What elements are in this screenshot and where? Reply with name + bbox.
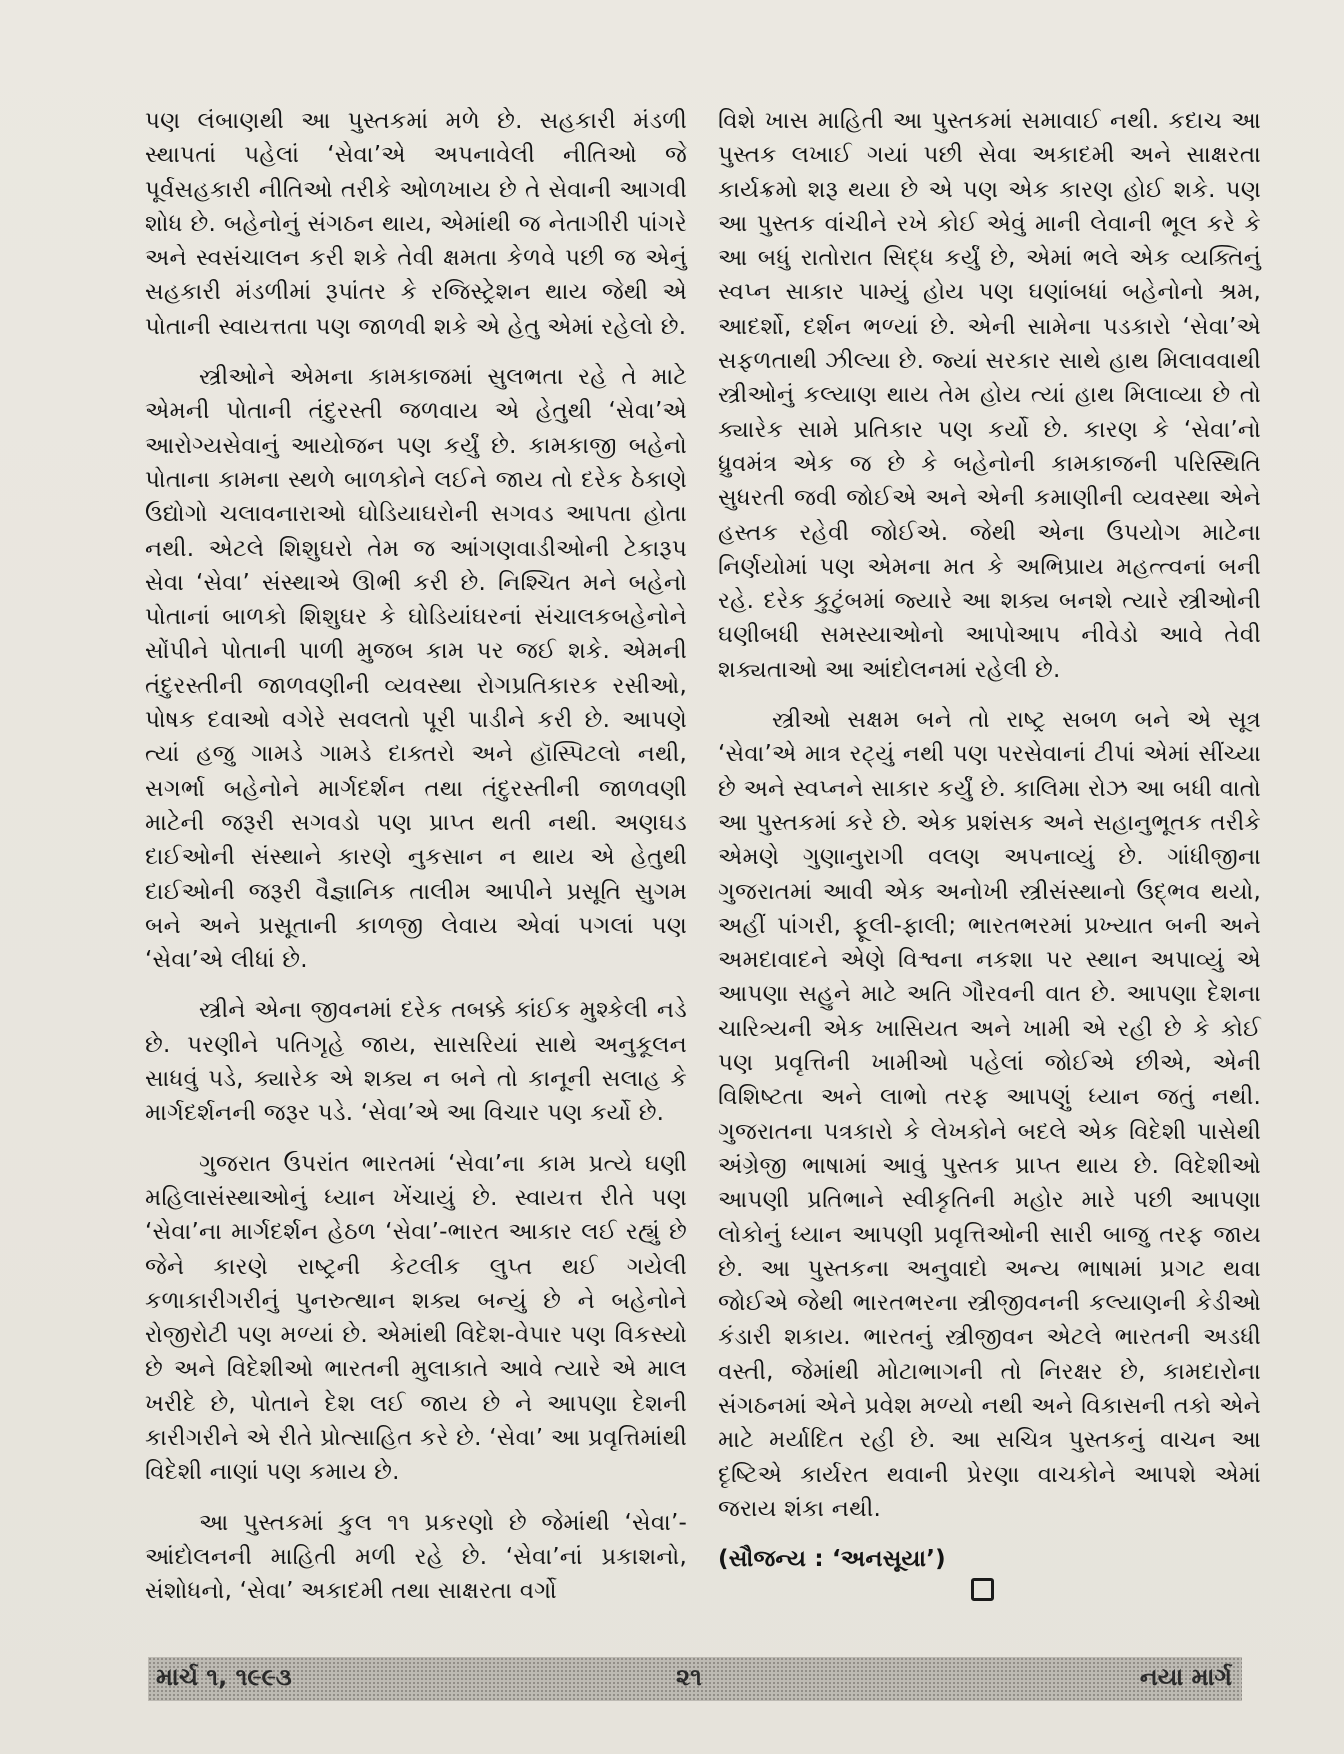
end-of-article-box-icon bbox=[971, 1578, 994, 1601]
paragraph: આ પુસ્તકમાં કુલ ૧૧ પ્રકરણો છે જેમાંથી ‘સેવા’-આંદોલનની માહિતી મળી રહે છે. ‘સેવા’નાં પ્રકાશનો, સંશોધનો, ‘સેવા’ અકાદમી તથા સાક્ષરતા વર્ગો bbox=[145, 1509, 687, 1605]
right-column bbox=[718, 104, 1261, 1592]
footer-date: માર્ચ ૧, ૧૯૯૩ bbox=[156, 1663, 292, 1691]
paragraph: વિશે ખાસ માહિતી આ પુસ્તકમાં સમાવાઈ નથી. કદાચ આ પુસ્તક લખાઈ ગયાં પછી સેવા અકાદમી અને સાક્ષરતા કાર્યક્રમો શરૂ થયા છે એ પણ એક કારણ હોઈ શકે. પણ આ પુસ્તક વાંચીને રખે કોઈ એવું માની લેવાની ભૂલ કરે કે આ બધું રાતોરાત સિદ્ધ કર્યું છે, એમાં ભલે એક વ્યક્તિનું સ્વપ્ન સાકાર પામ્યું હોય પણ ઘણાંબધાં બહેનોનો શ્રમ, આદર્શો, દર્શન ભળ્યાં છે. એની સામેના પડકારો ‘સેવા’એ સફળતાથી ઝીલ્યા છે. જ્યાં સરકાર સાથે હાથ મિલાવવાથી સ્ત્રીઓનું કલ્યાણ થાય તેમ હોય ત્યાં હાથ મિલાવ્યા છે તો ક્યારેક સામે પ્રતિકાર પણ કર્યો છે. કારણ કે ‘સેવા’નો ધ્રુવમંત્ર એક જ છે કે બહેનોની કામકાજની પરિસ્થિતિ સુધરતી જવી જોઈએ અને એની કમાણીની વ્યવસ્થા એને હસ્તક રહેવી જોઈએ. જેથી એના ઉપયોગ માટેના નિર્ણયોમાં પણ એમના મત કે અભિપ્રાય મહત્ત્વનાં બની રહે. દરેક કુટુંબમાં જ્યારે આ શક્ય બનશે ત્યારે સ્ત્રીઓની ઘણીબધી સમસ્યાઓનો આપોઆપ નીવેડો આવે તેવી શક્યતાઓ આ આંદોલનમાં રહેલી છે. bbox=[718, 108, 1261, 683]
paragraph: સ્ત્રીઓ સક્ષમ બને તો રાષ્ટ્ર સબળ બને એ સૂત્ર ‘સેવા’એ માત્ર રટ્યું નથી પણ પરસેવાનાં ટીપાં એમાં સીંચ્યા છે અને સ્વપ્નને સાકાર કર્યું છે. કાલિમા રોઝ આ બધી વાતો આ પુસ્તકમાં કરે છે. એક પ્રશંસક અને સહાનુભૂતક તરીકે એમણે ગુણાનુરાગી વલણ અપનાવ્યું છે. ગાંધીજીના ગુજરાતમાં આવી એક અનોખી સ્ત્રીસંસ્થાનો ઉદ્ભવ થયો, અહીં પાંગરી, ફૂલી-ફાલી; ભારતભરમાં પ્રખ્યાત બની અને અમદાવાદને એણે વિશ્વના નકશા પર સ્થાન અપાવ્યું એ આપણા સહુને માટે અતિ ગૌરવની વાત છે. આપણા દેશના ચારિત્ર્યની એક ખાસિયત અને ખામી એ રહી છે કે કોઈ પણ પ્રવૃત્તિની ખામીઓ પહેલાં જોઈએ છીએ, એની વિશિષ્ટતા અને લાભો તરફ આપણું ધ્યાન જતું નથી. ગુજરાતના પત્રકારો કે લેખકોને બદલે એક વિદેશી પાસેથી અંગ્રેજી ભાષામાં આવું પુસ્તક પ્રાપ્ત થાય છે. વિદેશીઓ આપણી પ્રતિભાને સ્વીકૃતિની મહોર મારે પછી આપણા લોકોનું ધ્યાન આપણી પ્રવૃત્તિઓની સારી બાજુ તરફ જાય છે. આ પુસ્તકના અનુવાદો અન્ય ભાષામાં પ્રગટ થવા જોઈએ જેથી ભારતભરના સ્ત્રીજીવનની કલ્યાણની કેડીઓ કંડારી શકાય. ભારતનું સ્ત્રીજીવન એટલે ભારતની અડધી વસ્તી, જેમાંથી મોટાભાગની તો નિરક્ષર છે, કામદારોના સંગઠનમાં એને પ્રવેશ મળ્યો નથી અને વિકાસની તકો એને માટે મર્યાદિત રહી છે. આ સચિત્ર પુસ્તકનું વાચન આ દૃષ્ટિએ કાર્યરત થવાની પ્રેરણા વાચકોને આપશે એમાં જરાય શંકા નથી. bbox=[718, 707, 1261, 1522]
page-footer bbox=[148, 1657, 1242, 1701]
paragraph: સ્ત્રીને એના જીવનમાં દરેક તબક્કે કાંઈક મુશ્કેલી નડે છે. પરણીને પતિગૃહે જાય, સાસરિયાં સાથે અનુકૂલન સાધવું પડે, ક્યારેક એ શક્ય ન બને તો કાનૂની સલાહ કે માર્ગદર્શનની જરૂર પડે. ‘સેવા’એ આ વિચાર પણ કર્યો છે. bbox=[145, 997, 687, 1127]
paragraph: સ્ત્રીઓને એમના કામકાજમાં સુલભતા રહે તે માટે એમની પોતાની તંદુરસ્તી જળવાય એ હેતુથી ‘સેવા’એ આરોગ્યસેવાનું આયોજન પણ કર્યું છે. કામકાજી બહેનો પોતાના કામના સ્થળે બાળકોને લઈને જાય તો દરેક ઠેકાણે ઉદ્યોગો ચલાવનારાઓ ઘોડિયાઘરોની સગવડ આપતા હોતા નથી. એટલે શિશુઘરો તેમ જ આંગણવાડીઓની ટેકારૂપ સેવા ‘સેવા’ સંસ્થાએ ઊભી કરી છે. નિશ્ચિત મને બહેનો પોતાનાં બાળકો શિશુઘર કે ઘોડિયાંઘરનાં સંચાલકબહેનોને સોંપીને પોતાની પાળી મુજબ કામ પર જઈ શકે. એમની તંદુરસ્તીની જાળવણીની વ્યવસ્થા રોગપ્રતિકારક રસીઓ, પોષક દવાઓ વગેરે સવલતો પૂરી પાડીને કરી છે. આપણે ત્યાં હજુ ગામડે ગામડે દાક્તરો અને હૉસ્પિટલો નથી, સગર્ભા બહેનોને માર્ગદર્શન તથા તંદુરસ્તીની જાળવણી માટેની જરૂરી સગવડો પણ પ્રાપ્ત થતી નથી. અણઘડ દાઈઓની સંસ્થાને કારણે નુકસાન ન થાય એ હેતુથી દાઈઓની જરૂરી વૈજ્ઞાનિક તાલીમ આપીને પ્રસૂતિ સુગમ બને અને પ્રસૂતાની કાળજી લેવાય એવાં પગલાં પણ ‘સેવા’એ લીધાં છે. bbox=[145, 364, 687, 974]
footer-page-number: ૨૧ bbox=[676, 1663, 702, 1691]
paragraph: પણ લંબાણથી આ પુસ્તકમાં મળે છે. સહકારી મંડળી સ્થાપતાં પહેલાં ‘સેવા’એ અપનાવેલી નીતિઓ જે પૂર્વસહકારી નીતિઓ તરીકે ઓળખાય છે તે સેવાની આગવી શોધ છે. બહેનોનું સંગઠન થાય, એમાંથી જ નેતાગીરી પાંગરે અને સ્વસંચાલન કરી શકે તેવી ક્ષમતા કેળવે પછી જ એનું સહકારી મંડળીમાં રૂપાંતર કે રજિસ્ટ્રેશન થાય જેથી એ પોતાની સ્વાયત્તતા પણ જાળવી શકે એ હેતુ એમાં રહેલો છે. bbox=[145, 108, 687, 340]
footer-magazine-title: નયા માર્ગ bbox=[1139, 1663, 1232, 1691]
paragraph: ગુજરાત ઉપરાંત ભારતમાં ‘સેવા’ના કામ પ્રત્યે ઘણી મહિલાસંસ્થાઓનું ધ્યાન ખેંચાયું છે. સ્વાયત્ત રીતે પણ ‘સેવા’ના માર્ગદર્શન હેઠળ ‘સેવા’-ભારત આકાર લઈ રહ્યું છે જેને કારણે રાષ્ટ્રની કેટલીક લુપ્ત થઈ ગયેલી કળાકારીગરીનું પુનરુત્થાન શક્ય બન્યું છે ને બહેનોને રોજીરોટી પણ મળ્યાં છે. એમાંથી વિદેશ-વેપાર પણ વિકસ્યો છે અને વિદેશીઓ ભારતની મુલાકાતે આવે ત્યારે એ માલ ખરીદે છે, પોતાને દેશ લઈ જાય છે ને આપણા દેશની કારીગરીને એ રીતે પ્રોત્સાહિત કરે છે. ‘સેવા’ આ પ્રવૃત્તિમાંથી વિદેશી નાણાં પણ કમાય છે. bbox=[145, 1150, 687, 1486]
left-column bbox=[145, 104, 687, 1624]
source-credit: (સૌજન્ય : ‘અનસૂયા’) bbox=[718, 1546, 946, 1573]
